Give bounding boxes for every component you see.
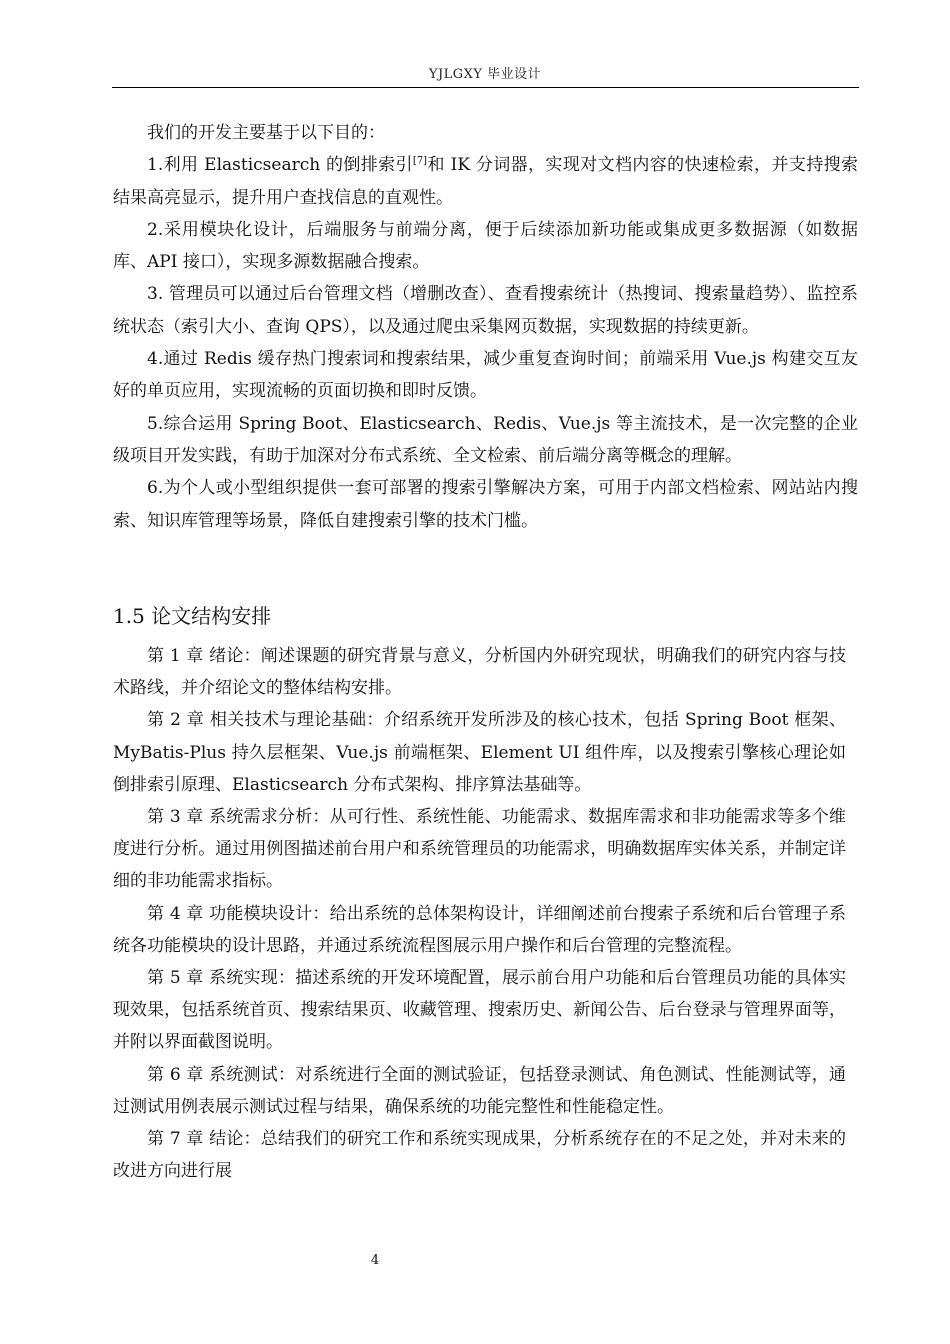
purpose-item-1: [113, 149, 858, 214]
purpose-section: [113, 117, 858, 537]
page-number: 4: [370, 1253, 380, 1268]
chapter-6: 第 6 章 系统测试：对系统进行全面的测试验证，包括登录测试、角色测试、性能测试等，通过测试用例表展示测试过程与结果，确保系统的功能完整性和性能稳定性。: [113, 1064, 846, 1117]
purpose-item-3: 3. 管理员可以通过后台管理文档（增删改查）、查看搜索统计（热搜词、搜索量趋势）、监控系统状态（索引大小、查询 QPS），以及通过爬虫采集网页数据，实现数据的持续更新。: [113, 284, 858, 337]
chapter-3: 第 3 章 系统需求分析：从可行性、系统性能、功能需求、数据库需求和非功能需求等多个维度进行分析。通过用例图描述前台用户和系统管理员的功能需求，明确数据库实体关系，并制定详细的非功能需求指标。: [113, 807, 846, 892]
purpose-item-5: 5.综合运用 Spring Boot、Elasticsearch、Redis、Vue.js 等主流技术，是一次完整的企业级项目开发实践，有助于加深对分布式系统、全文检索、前后端分离等概念的理解。: [113, 413, 858, 466]
chapter-list: [113, 640, 846, 1187]
chapter-1: 第 1 章 绪论：阐述课题的研究背景与意义，分析国内外研究现状，明确我们的研究内容与技术路线，并介绍论文的整体结构安排。: [113, 646, 846, 699]
purpose-item-1-text-b: 和 IK 分词器，实现对文档内容的快速检索，并支持搜索结果高亮显示，提升用户查找信息的直观性。: [113, 155, 858, 208]
purpose-item-6: 6.为个人或小型组织提供一套可部署的搜索引擎解决方案，可用于内部文档检索、网站站内搜索、知识库管理等场景，降低自建搜索引擎的技术门槛。: [113, 478, 858, 531]
header-rule: [112, 87, 859, 88]
citation-7: [7]: [412, 155, 428, 167]
chapter-4: 第 4 章 功能模块设计：给出系统的总体架构设计，详细阐述前台搜索子系统和后台管理子系统各功能模块的设计思路，并通过系统流程图展示用户操作和后台管理的完整流程。: [113, 903, 846, 956]
purpose-item-1-text-a: 1.利用 Elasticsearch 的倒排索引: [147, 155, 413, 176]
section-heading: 1.5 论文结构安排: [113, 604, 272, 628]
purpose-item-2: 2.采用模块化设计，后端服务与前端分离，便于后续添加新功能或集成更多数据源（如数据库、API 接口），实现多源数据融合搜索。: [113, 219, 858, 273]
chapter-2: 第 2 章 相关技术与理论基础：介绍系统开发所涉及的核心技术，包括 Spring Boot 框架、MyBatis-Plus 持久层框架、Vue.js 前端框架、Element UI 组件库，以及搜索引擎核心理论如倒排索引原理、Elasticsearch 分布式架构、排序算法基础等。: [113, 710, 846, 795]
purpose-item-4: 4.通过 Redis 缓存热门搜索词和搜索结果，减少重复查询时间；前端采用 Vue.js 构建交互友好的单页应用，实现流畅的页面切换和即时反馈。: [113, 349, 858, 402]
chapter-7: 第 7 章 结论：总结我们的研究工作和系统实现成果，分析系统存在的不足之处，并对未来的改进方向进行展: [113, 1129, 846, 1182]
running-header: YJLGXY 毕业设计: [428, 67, 542, 82]
chapter-5: 第 5 章 系统实现：描述系统的开发环境配置，展示前台用户功能和后台管理员功能的具体实现效果，包括系统首页、搜索结果页、收藏管理、搜索历史、新闻公告、后台登录与管理界面等，并附以界面截图说明。: [113, 968, 846, 1053]
purpose-lead: 我们的开发主要基于以下目的：: [147, 123, 385, 143]
